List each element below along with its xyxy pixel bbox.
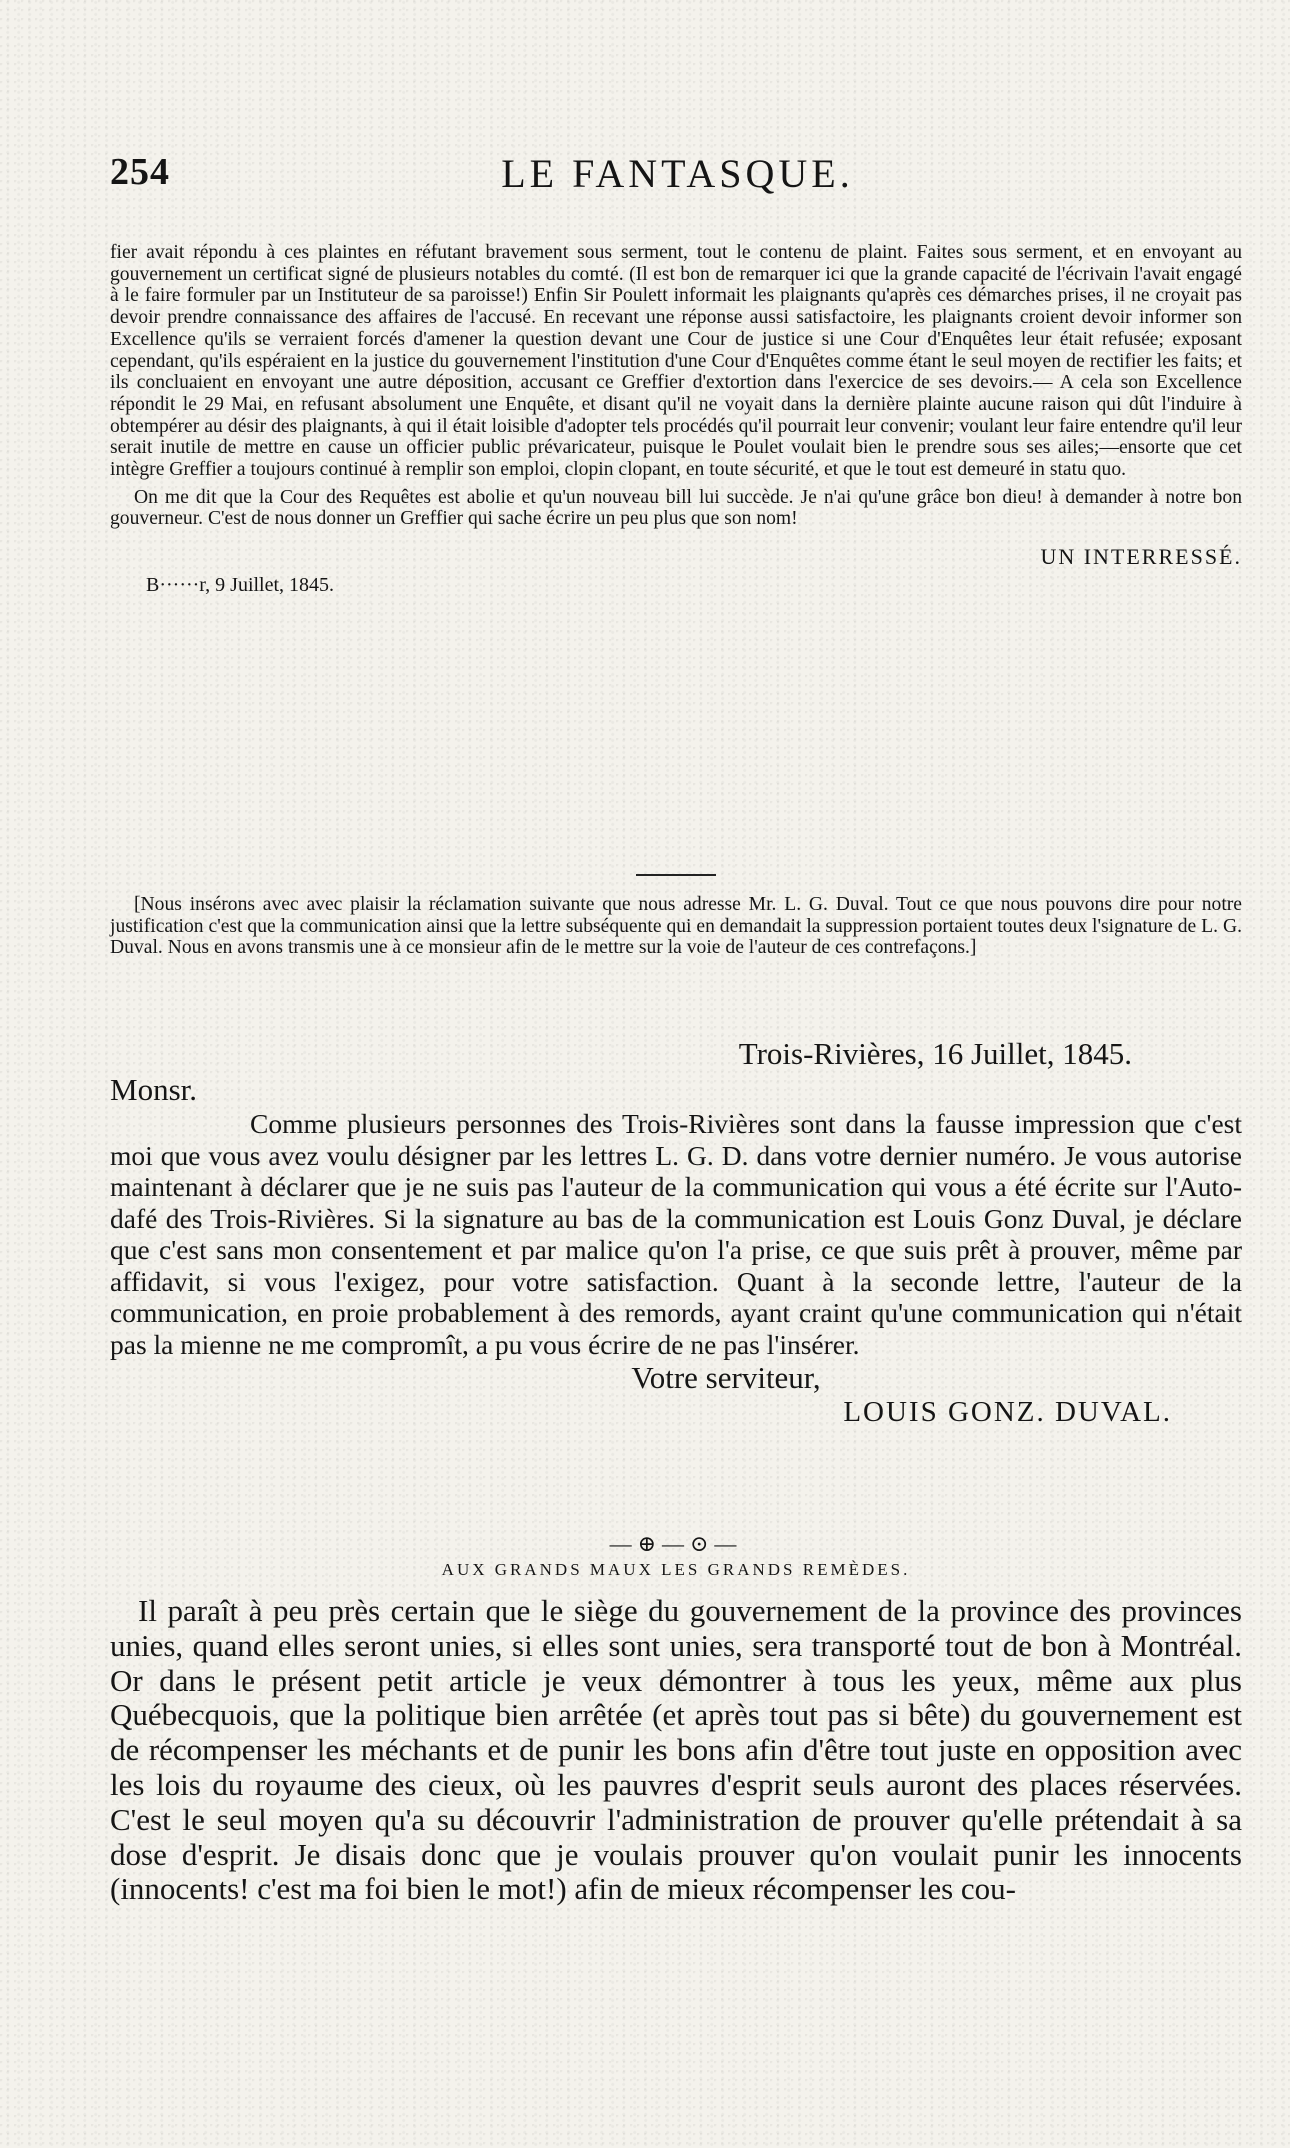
- letter-one-paragraph-1: fier avait répondu à ces plaintes en réfutant bravement sous serment, tout le contenu de plaint. Faites sous serment, et en envoyant au gouvernement un certificat signé de plusieurs notables du comté. (Il est bon de remarquer ici que la grande capacité de l'écrivain l'avait engagé à le faire formuler par un Instituteur de sa paroisse!) Enfin Sir Poulett informait les plaignants qu'après ces démarches prises, il ne croyait pas devoir prendre connaissance des affaires de l'accusé. En recevant une réponse aussi satisfactoire, les plaignants croient devoir informer son Excellence qu'ils se verraient forcés d'amener la question devant une Cour de justice si une Cour d'Enquêtes leur était refusée; exposant cependant, qu'ils espéraient en la justice du gouvernement l'institution d'une Cour d'Enquêtes comme étant le seul moyen de rectifier les faits; et ils concluaient en envoyant une autre déposition, accusant ce Greffier d'extortion dans l'exercice de ses devoirs.— A cela son Excellence répondit le 29 Mai, en refusant absolument une Enquête, et disant qu'il ne voyait dans la dernière plainte aucune raison qui dût l'induire à obtempérer au désir des plaignants, à qui il était loisible d'adopter tels procédés qu'il pourrait leur convenir; voulant leur faire entendre qu'il leur serait inutile de mettre en cause un officier public prévaricateur, puisque le Poulet voulait bien le prendre sous ses ailes;—ensorte que cet intègre Greffier a toujours continué à remplir son emploi, clopin clopant, en toute sécurité, et que le tout est demeuré in statu quo.: [110, 242, 1242, 481]
- letter-two-body: Comme plusieurs personnes des Trois-Rivières sont dans la fausse impression que c'est moi que vous avez voulu désigner par les lettres L. G. D. dans votre dernier numéro. Je vous autorise maintenant à déclarer que je ne suis pas l'auteur de la communication qui vous a été écrite sur l'Auto-dafé des Trois-Rivières. Si la signature au bas de la communication est Louis Gonz Duval, je déclare que c'est sans mon consentement et par malice qu'on l'a prise, ce que suis prêt à prouver, même par affidavit, si vous l'exigez, pour votre satisfaction. Quant à la seconde lettre, l'auteur de la communication, en proie probablement à des remords, ayant craint qu'une communication qui n'était pas la mienne ne me compromît, a pu vous écrire de ne pas l'insérer.: [110, 1108, 1242, 1360]
- letter-one-paragraph-2: On me dit que la Cour des Requêtes est abolie et qu'un nouveau bill lui succède. Je n'ai qu'une grâce bon dieu! à demander à notre bon gouverneur. C'est de nous donner un Greffier qui sache écrire un peu plus que son nom!: [110, 486, 1242, 530]
- letter-two-closing: Votre serviteur,: [631, 1360, 821, 1395]
- letter-two-signature: LOUIS GONZ. DUVAL.: [843, 1396, 1172, 1428]
- letter-two: [110, 1036, 1242, 1429]
- letter-two-salutation: Monsr.: [110, 1072, 197, 1107]
- letter-one-dateline: B······r, 9 Juillet, 1845.: [146, 574, 335, 597]
- editor-note-block: [110, 894, 1242, 959]
- article-body: Il paraît à peu près certain que le siège du gouvernement de la province des provinces unies, quand elles seront unies, si elles sont unies, sera transporté tout de bon à Montréal. Or dans le présent petit article je veux démontrer à tous les yeux, même aux plus Québecquois, que la politique bien arrêtée (et après tout pas si bête) du gouvernement est de récompenser les méchants et de punir les bons afin d'être tout juste en opposition avec les lois du royaume des cieux, où les pauvres d'esprit seuls auront des places réservées. C'est le seul moyen qu'a su découvrir l'administration de prouver qu'elle prétendait à sa dose d'esprit. Je disais donc que je voulais prouver qu'on voulait punir les innocents (innocents! c'est ma foi bien le mot!) afin de mieux récompenser les cou-: [110, 1593, 1242, 1907]
- page-header: [110, 150, 1245, 200]
- short-rule: [636, 874, 716, 876]
- article-title: AUX GRANDS MAUX LES GRANDS REMÈDES.: [441, 1560, 911, 1579]
- article: [110, 1594, 1242, 1907]
- letter-one: [110, 242, 1242, 597]
- ornament-divider: —⊕—⊙—: [609, 1531, 743, 1556]
- separator-rule: [110, 874, 1242, 876]
- article-heading: [110, 1532, 1242, 1580]
- page-number: 254: [110, 151, 170, 193]
- editor-note: [Nous insérons avec avec plaisir la réclamation suivante que nous adresse Mr. L. G. Duval. Tout ce que nous pouvons dire pour notre justification c'est que la communication ainsi que la lettre subséquente qui en demandait la suppression portaient toutes deux l'signature de L. G. Duval. Nous en avons transmis une à ce monsieur afin de le mettre sur la voie de l'auteur de ces contrefaçons.]: [110, 894, 1242, 959]
- letter-two-dateline: Trois-Rivières, 16 Juillet, 1845.: [738, 1036, 1132, 1071]
- letter-one-signature: UN INTERRESSÉ.: [1040, 544, 1242, 570]
- journal-title: LE FANTASQUE.: [501, 151, 854, 196]
